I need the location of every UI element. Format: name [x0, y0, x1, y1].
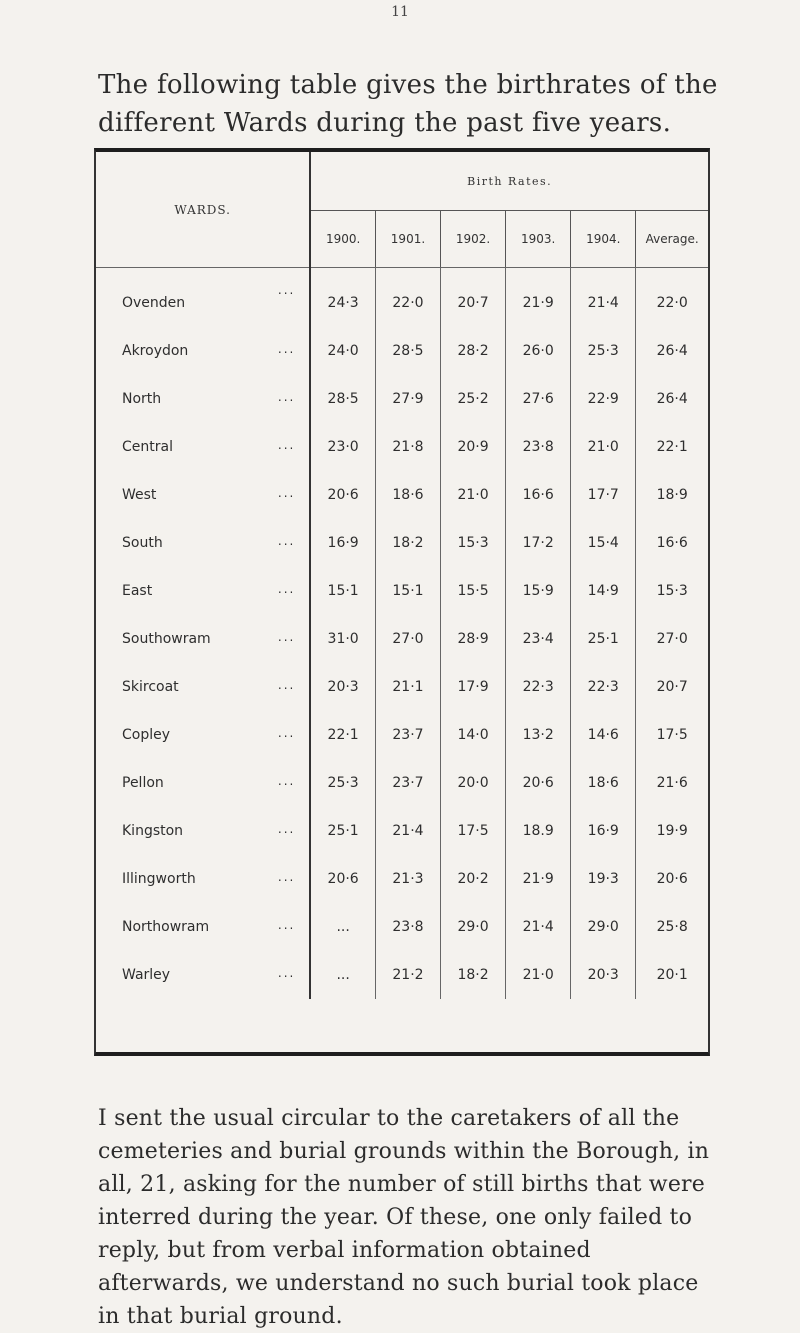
table-row [96, 423, 708, 471]
ward-name: East [122, 583, 153, 599]
rate-cell: 15·3 [441, 519, 506, 567]
rate-cell: 21·2 [375, 951, 440, 999]
ward-cell [96, 375, 310, 423]
rate-cell: 28·9 [441, 615, 506, 663]
table-row [96, 951, 708, 999]
rate-cell: 21·0 [506, 951, 571, 999]
rate-cell: 20·6 [506, 759, 571, 807]
column-header: 1902. [441, 211, 506, 268]
rate-cell: 29·0 [571, 903, 636, 951]
rate-cell: 25·8 [656, 919, 688, 935]
ward-name: Kingston [122, 823, 184, 839]
ward-cell [96, 268, 310, 328]
ward-name: Ovenden [122, 295, 186, 311]
leader-dots: ... [277, 678, 296, 692]
rate-cell: 20·6 [656, 871, 688, 887]
rate-cell: 21·9 [506, 855, 571, 903]
rate-cell: 17·2 [506, 519, 571, 567]
rate-cell: 23·8 [506, 423, 571, 471]
ward-cell [96, 423, 310, 471]
leader-dots: ... [277, 342, 296, 356]
rate-cell: 16·6 [506, 471, 571, 519]
wards-header: WARDS. [96, 152, 310, 268]
rate-cell: 31·0 [310, 615, 375, 663]
rate-cell: 26·0 [506, 327, 571, 375]
rate-cell: 20·6 [310, 471, 375, 519]
table-row [96, 807, 708, 855]
ward-name: Akroydon [122, 343, 189, 359]
leader-dots: ... [277, 726, 296, 740]
rate-cell: 23·4 [506, 615, 571, 663]
table-row [96, 519, 708, 567]
rate-cell: 25·1 [571, 615, 636, 663]
leader-dots: ... [277, 630, 296, 644]
rate-cell: 22·3 [571, 663, 636, 711]
table-row [96, 903, 708, 951]
rate-cell: 20·3 [571, 951, 636, 999]
rate-cell: 22·0 [375, 268, 440, 328]
rate-cell: 28·5 [310, 375, 375, 423]
rate-cell: 18·2 [441, 951, 506, 999]
ward-cell [96, 711, 310, 759]
ward-cell [96, 663, 310, 711]
birth-rates-header: Birth Rates. [310, 152, 708, 211]
rate-cell: 27·0 [656, 631, 688, 647]
leader-dots: ... [277, 438, 296, 452]
ward-cell [96, 471, 310, 519]
ward-cell [96, 327, 310, 375]
ward-cell [96, 615, 310, 663]
rate-cell: 16·9 [571, 807, 636, 855]
rate-cell: 21·1 [375, 663, 440, 711]
rate-cell: 16·6 [656, 535, 688, 551]
rate-cell: 21·4 [571, 268, 636, 328]
rate-cell: 21·0 [441, 471, 506, 519]
leader-dots: ... [277, 966, 296, 980]
leader-dots: ... [277, 283, 296, 297]
leader-dots: ... [277, 774, 296, 788]
rate-cell: 25·3 [310, 759, 375, 807]
outro-paragraph: I sent the usual circular to the caretakers of all the cemeteries and burial grounds within the Borough, in all, 21, asking for the number of still births that were interred during the year. Of these, one only failed to reply, but from verbal information obtained afterwards, we understand no such burial took place in that burial ground. [98, 1106, 710, 1329]
rate-cell: 28·5 [375, 327, 440, 375]
ward-name: Southowram [122, 631, 211, 647]
table-row [96, 615, 708, 663]
leader-dots: ... [277, 534, 296, 548]
rate-cell: 24·0 [310, 327, 375, 375]
rate-cell: 21·6 [656, 775, 688, 791]
rate-cell: 15·9 [506, 567, 571, 615]
rate-cell: 13·2 [506, 711, 571, 759]
rate-cell: 23·7 [375, 711, 440, 759]
rate-cell: 21·0 [571, 423, 636, 471]
rate-cell: 20·1 [656, 967, 688, 983]
column-header: 1901. [375, 211, 440, 268]
ward-name: Pellon [122, 775, 164, 791]
rate-cell: 18.9 [506, 807, 571, 855]
rate-cell: 27·0 [375, 615, 440, 663]
ward-name: South [122, 535, 163, 551]
rate-cell: 23·0 [310, 423, 375, 471]
table-row [96, 375, 708, 423]
rate-cell: 20·3 [310, 663, 375, 711]
leader-dots: ... [277, 486, 296, 500]
ward-name: Copley [122, 727, 171, 743]
rate-cell: 22·3 [506, 663, 571, 711]
ward-name: Illingworth [122, 871, 196, 887]
rate-cell: 14·9 [571, 567, 636, 615]
leader-dots: ... [277, 870, 296, 884]
birthrate-table [94, 148, 710, 1056]
rate-cell: 17·5 [656, 727, 688, 743]
rate-cell: 15·1 [310, 567, 375, 615]
ward-name: Skircoat [122, 679, 179, 695]
rate-cell: 19·3 [571, 855, 636, 903]
leader-dots: ... [277, 822, 296, 836]
table-row [96, 759, 708, 807]
rate-cell: 24·3 [310, 268, 375, 328]
rate-cell: 16·9 [310, 519, 375, 567]
ward-name: Central [122, 439, 173, 455]
rate-cell: 25·2 [441, 375, 506, 423]
rate-cell: ... [310, 951, 375, 999]
ward-cell [96, 855, 310, 903]
leader-dots: ... [277, 390, 296, 404]
page-number: 11 [391, 4, 409, 20]
leader-dots: ... [277, 582, 296, 596]
rate-cell: 27·9 [375, 375, 440, 423]
rate-cell: 18·9 [656, 487, 688, 503]
rate-cell: 18·6 [375, 471, 440, 519]
rate-cell: 20·6 [310, 855, 375, 903]
rate-cell: 21·4 [506, 903, 571, 951]
rate-cell: 20·7 [656, 679, 688, 695]
rate-cell: 23·7 [375, 759, 440, 807]
column-header: 1900. [310, 211, 375, 268]
rate-cell: 17·5 [441, 807, 506, 855]
table-row [96, 855, 708, 903]
table-row [96, 327, 708, 375]
rate-cell: 15·3 [656, 583, 688, 599]
rate-cell: 26·4 [656, 391, 688, 407]
column-header: Average. [636, 211, 708, 268]
rate-cell: 22·9 [571, 375, 636, 423]
rate-cell: 17·9 [441, 663, 506, 711]
rate-cell: 20·7 [441, 268, 506, 328]
ward-name: Warley [122, 967, 171, 983]
rate-cell: ... [310, 903, 375, 951]
rate-cell: 21·4 [375, 807, 440, 855]
rate-cell: 29·0 [441, 903, 506, 951]
rate-cell: 26·4 [656, 343, 688, 359]
rate-cell: 22·1 [310, 711, 375, 759]
rate-cell: 27·6 [506, 375, 571, 423]
table-row [96, 663, 708, 711]
rate-cell: 21·3 [375, 855, 440, 903]
leader-dots: ... [277, 918, 296, 932]
column-header: 1904. [571, 211, 636, 268]
table-row [96, 711, 708, 759]
intro-paragraph: The following table gives the birthrates of the different Wards during the past five years. [98, 70, 718, 138]
ward-cell [96, 759, 310, 807]
rate-cell: 25·1 [310, 807, 375, 855]
rate-cell: 28·2 [441, 327, 506, 375]
rate-cell: 19·9 [656, 823, 688, 839]
ward-cell [96, 951, 310, 999]
ward-cell [96, 519, 310, 567]
column-header: 1903. [506, 211, 571, 268]
rate-cell: 21·8 [375, 423, 440, 471]
rate-cell: 15·4 [571, 519, 636, 567]
rate-cell: 18·6 [571, 759, 636, 807]
rate-cell: 14·6 [571, 711, 636, 759]
ward-name: North [122, 391, 162, 407]
rate-cell: 15·1 [375, 567, 440, 615]
table-row [96, 567, 708, 615]
ward-cell [96, 567, 310, 615]
rate-cell: 21·9 [506, 268, 571, 328]
rate-cell: 20·0 [441, 759, 506, 807]
rate-cell: 25·3 [571, 327, 636, 375]
rate-cell: 22·0 [656, 295, 688, 311]
rate-cell: 22·1 [656, 439, 688, 455]
ward-name: West [122, 487, 157, 503]
table-row [96, 471, 708, 519]
rate-cell: 20·9 [441, 423, 506, 471]
ward-name: Northowram [122, 919, 210, 935]
rate-cell: 17·7 [571, 471, 636, 519]
rate-cell: 15·5 [441, 567, 506, 615]
ward-cell [96, 807, 310, 855]
ward-cell [96, 903, 310, 951]
rate-cell: 23·8 [375, 903, 440, 951]
table-row [96, 268, 708, 328]
rate-cell: 14·0 [441, 711, 506, 759]
rate-cell: 20·2 [441, 855, 506, 903]
rate-cell: 18·2 [375, 519, 440, 567]
